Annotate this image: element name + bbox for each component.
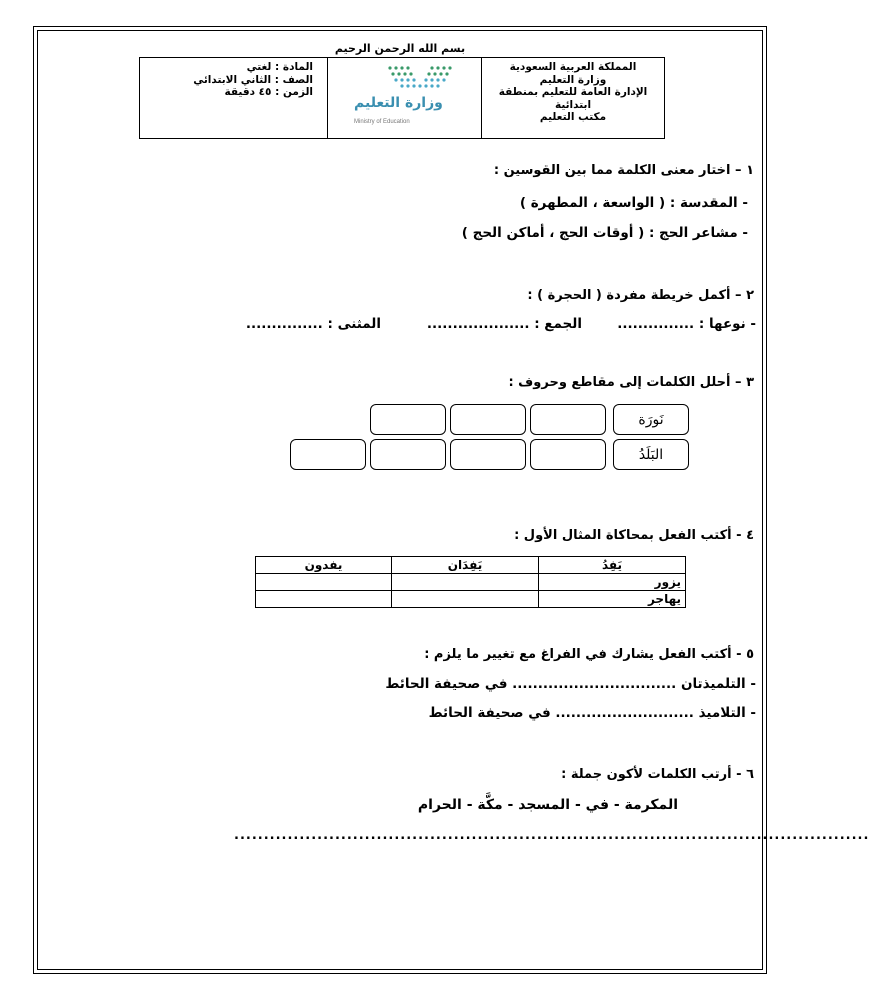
syllable-box[interactable] bbox=[450, 439, 526, 470]
q6-answer-line[interactable]: ........................................................................................................... bbox=[234, 828, 869, 843]
header-line: الإدارة العامة للتعليم بمنطقة bbox=[498, 86, 648, 98]
q6-title: ٦ - أرتب الكلمات لأكون جملة : bbox=[561, 767, 754, 782]
q2-type: - نوعها : ............... bbox=[617, 316, 756, 332]
table-cell: يزور bbox=[539, 574, 686, 591]
word-nawra: نَورَة bbox=[638, 411, 664, 428]
word-box-albalad bbox=[613, 439, 689, 470]
table-cell: يفدون bbox=[256, 557, 392, 574]
table-cell: يَفِدُ bbox=[539, 557, 686, 574]
header-line: المملكة العربية السعودية bbox=[509, 61, 637, 73]
header-time: الزمن : ٤٥ دقيقة bbox=[224, 86, 313, 98]
answer-cell[interactable] bbox=[256, 591, 392, 608]
q1-line1: - المقدسة : ( الواسعة ، المطهرة ) bbox=[519, 195, 748, 211]
q3-title: ٣ – أحلل الكلمات إلى مقاطع وحروف : bbox=[508, 375, 754, 390]
q2-dual: المثنى : ............... bbox=[245, 316, 381, 332]
header-subject: المادة : لغتي bbox=[246, 61, 313, 73]
logo-wordmark: وزارة التعليم bbox=[354, 95, 443, 111]
table-cell: يَفِدَان bbox=[392, 557, 539, 574]
ministry-logo-icon bbox=[386, 64, 456, 94]
syllable-box[interactable] bbox=[370, 439, 446, 470]
q2-title: ٢ – أكمل خريطة مفردة ( الحجرة ) : bbox=[527, 288, 754, 303]
syllable-box[interactable] bbox=[530, 439, 606, 470]
header-line: ابتدائية bbox=[554, 98, 592, 111]
logo-subtitle: Ministry of Education bbox=[354, 119, 410, 125]
header-institution bbox=[481, 58, 664, 138]
answer-cell[interactable] bbox=[392, 591, 539, 608]
syllable-box[interactable] bbox=[530, 404, 606, 435]
q4-title: ٤ - أكتب الفعل بمحاكاة المثال الأول : bbox=[514, 528, 754, 543]
table-cell: يهاجر bbox=[539, 591, 686, 608]
table-row bbox=[256, 557, 686, 574]
word-albalad: البَلَدُ bbox=[638, 446, 664, 463]
q5-line1: - التلميذتان ................................ في صحيفة الحائط bbox=[385, 676, 756, 692]
q5-title: ٥ - أكتب الفعل يشارك في الفراغ مع تغيير ما يلزم : bbox=[424, 647, 754, 662]
q1-line2: - مشاعر الحج : ( أوقات الحج ، أماكن الحج ) bbox=[461, 225, 748, 241]
q6-words: المكرمة - في - المسجد - مكَّة - الحرام bbox=[417, 797, 678, 813]
header-table bbox=[139, 57, 665, 139]
syllable-box[interactable] bbox=[450, 404, 526, 435]
verbs-table bbox=[255, 556, 686, 608]
table-row bbox=[256, 591, 686, 608]
header-line: وزارة التعليم bbox=[539, 73, 607, 86]
q2-plural: الجمع : .................... bbox=[426, 316, 582, 332]
table-row bbox=[256, 574, 686, 591]
answer-cell[interactable] bbox=[392, 574, 539, 591]
syllable-box[interactable] bbox=[290, 439, 366, 470]
header-grade: الصف : الثاني الابتدائي bbox=[193, 73, 313, 86]
word-box-nawra bbox=[613, 404, 689, 435]
header-logo bbox=[327, 58, 481, 138]
q5-line2: - التلاميذ ........................... في صحيفة الحائط bbox=[428, 705, 756, 721]
basmala: بسم الله الرحمن الرحيم bbox=[334, 42, 466, 55]
header-subject-info bbox=[140, 58, 327, 138]
syllable-box[interactable] bbox=[370, 404, 446, 435]
header-line: مكتب التعليم bbox=[539, 111, 607, 123]
q1-title: ١ – اختار معنى الكلمة مما بين القوسين : bbox=[493, 163, 754, 178]
answer-cell[interactable] bbox=[256, 574, 392, 591]
